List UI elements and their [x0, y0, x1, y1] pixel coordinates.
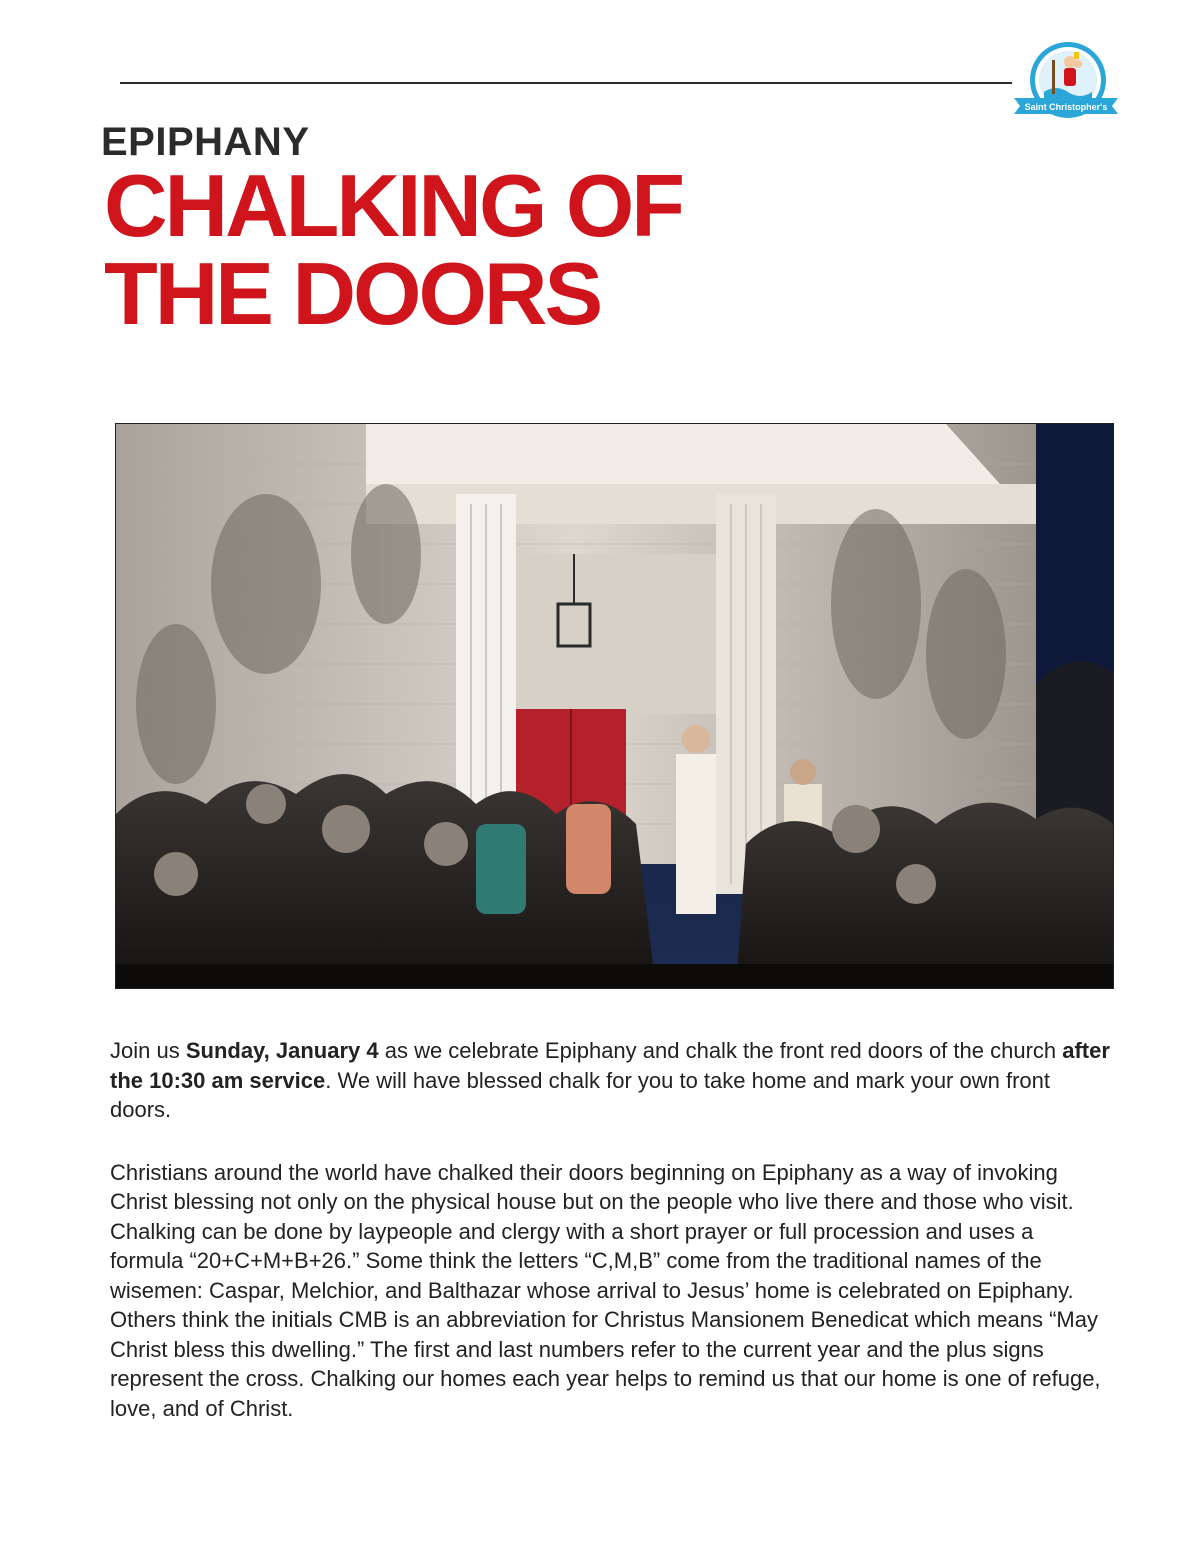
title-line-1: CHALKING OF [104, 156, 683, 255]
title-line-2: THE DOORS [104, 244, 601, 343]
church-logo [1012, 40, 1120, 126]
history-paragraph: Christians around the world have chalked their doors beginning on Epiphany as a way of invoking Christ blessing not only on the physical house but on the people who live there and those who visit. Chalking can be done by laypeople and clergy with a short prayer or full procession and uses a formula “20+C+M+B+26.” Some think the letters “C,M,B” come from the traditional names of the wisemen: Caspar, Melchior, and Balthazar whose arrival to Jesus’ home is celebrated on Epiphany. Others think the initials CMB is an abbreviation for Christus Mansionem Benedicat which means “May Christ bless this dwelling.” The first and last numbers refer to the current year and the plus signs represent the cross. Chalking our homes each year helps to remind us that our home is one of refuge, love, and of Christ. [110, 1159, 1101, 1421]
saint-christopher-logo-icon [1012, 40, 1120, 126]
body-text [110, 1036, 1110, 1456]
photo-icon [116, 424, 1113, 988]
page-title [104, 156, 683, 343]
church-door-photo [115, 423, 1114, 989]
kicker-heading: EPIPHANY [101, 120, 310, 164]
intro-paragraph: Join us Sunday, January 4 as we celebrate Epiphany and chalk the front red doors of the church after the 10:30 am service. We will have blessed chalk for you to take home and mark your own front doors. [110, 1038, 1110, 1122]
svg-text:Saint Christopher's: Saint Christopher's [1024, 102, 1108, 112]
header-rule [120, 82, 1012, 84]
event-time: after the 10:30 am service [110, 1038, 1110, 1093]
event-date: Sunday, January 4 [185, 1038, 379, 1063]
